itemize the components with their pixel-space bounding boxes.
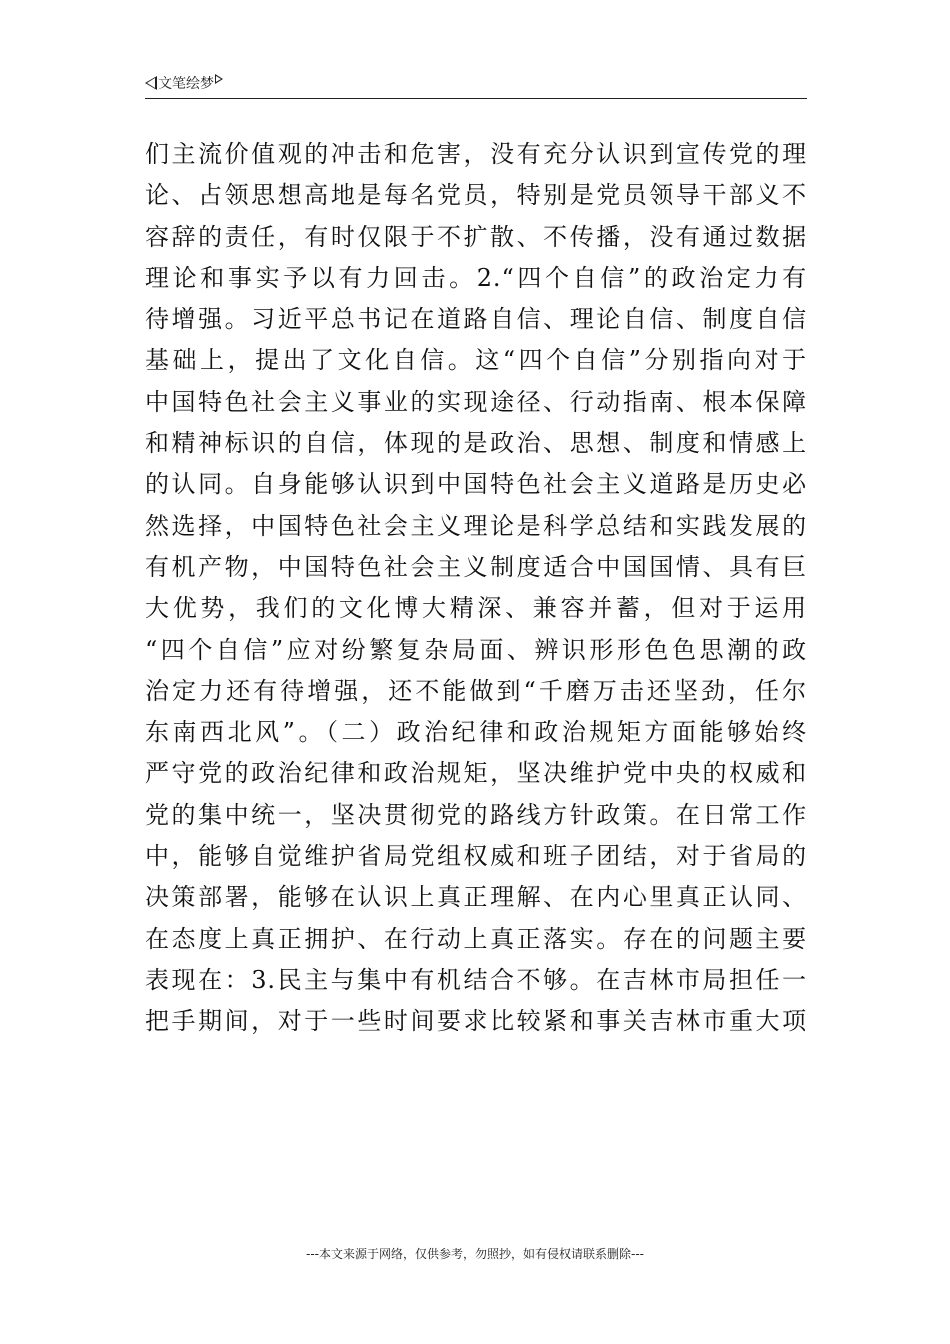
text-line: 把手期间，对于一些时间要求比较紧和事关吉林市重大项 xyxy=(145,1007,807,1036)
header-label xyxy=(145,74,223,93)
text-line: 理论和事实予以有力回击。2.“四个自信”的政治定力有 xyxy=(145,263,807,292)
text-line: 决策部署，能够在认识上真正理解、在内心里真正认同、 xyxy=(145,883,807,912)
text-line: 容辞的责任，有时仅限于不扩散、不传播，没有通过数据 xyxy=(145,222,807,251)
text-line: 治定力还有待增强，还不能做到“千磨万击还坚劲，任尔 xyxy=(145,676,807,705)
text-line: 在态度上真正拥护、在行动上真正落实。存在的问题主要 xyxy=(145,924,807,953)
text-line: 和精神标识的自信，体现的是政治、思想、制度和情感上 xyxy=(145,429,807,458)
text-line: 论、占领思想高地是每名党员，特别是党员领导干部义不 xyxy=(145,181,807,210)
header-title: 文笔绘梦 xyxy=(158,76,214,92)
footer-notice: ---本文来源于网络，仅供参考，勿照抄，如有侵权请联系删除--- xyxy=(306,1247,644,1261)
page-header xyxy=(145,72,807,99)
text-line: 基础上，提出了文化自信。这“四个自信”分别指向对于 xyxy=(145,346,807,375)
text-line: “四个自信”应对纷繁复杂局面、辨识形形色色思潮的政 xyxy=(145,635,807,664)
text-line: 的认同。自身能够认识到中国特色社会主义道路是历史必 xyxy=(145,470,807,499)
document-body xyxy=(145,134,807,1043)
text-line: 然选择，中国特色社会主义理论是科学总结和实践发展的 xyxy=(145,511,807,540)
text-line: 大优势，我们的文化博大精深、兼容并蓄，但对于运用 xyxy=(145,594,807,623)
text-line: 们主流价值观的冲击和危害，没有充分认识到宣传党的理 xyxy=(145,140,807,168)
triangle-right-icon xyxy=(215,74,223,84)
triangle-left-icon xyxy=(145,76,157,90)
text-line: 中国特色社会主义事业的实现途径、行动指南、根本保障 xyxy=(145,387,807,416)
text-line: 严守党的政治纪律和政治规矩，坚决维护党中央的权威和 xyxy=(145,759,807,788)
text-line: 有机产物，中国特色社会主义制度适合中国国情、具有巨 xyxy=(145,552,807,581)
text-line: 表现在：3.民主与集中有机结合不够。在吉林市局担任一 xyxy=(145,965,807,994)
text-line: 中，能够自觉维护省局党组权威和班子团结，对于省局的 xyxy=(145,842,807,871)
text-line: 待增强。习近平总书记在道路自信、理论自信、制度自信 xyxy=(145,305,807,334)
text-line: 党的集中统一，坚决贯彻党的路线方针政策。在日常工作 xyxy=(145,800,807,829)
text-line: 东南西北风”。（二）政治纪律和政治规矩方面能够始终 xyxy=(145,718,807,747)
